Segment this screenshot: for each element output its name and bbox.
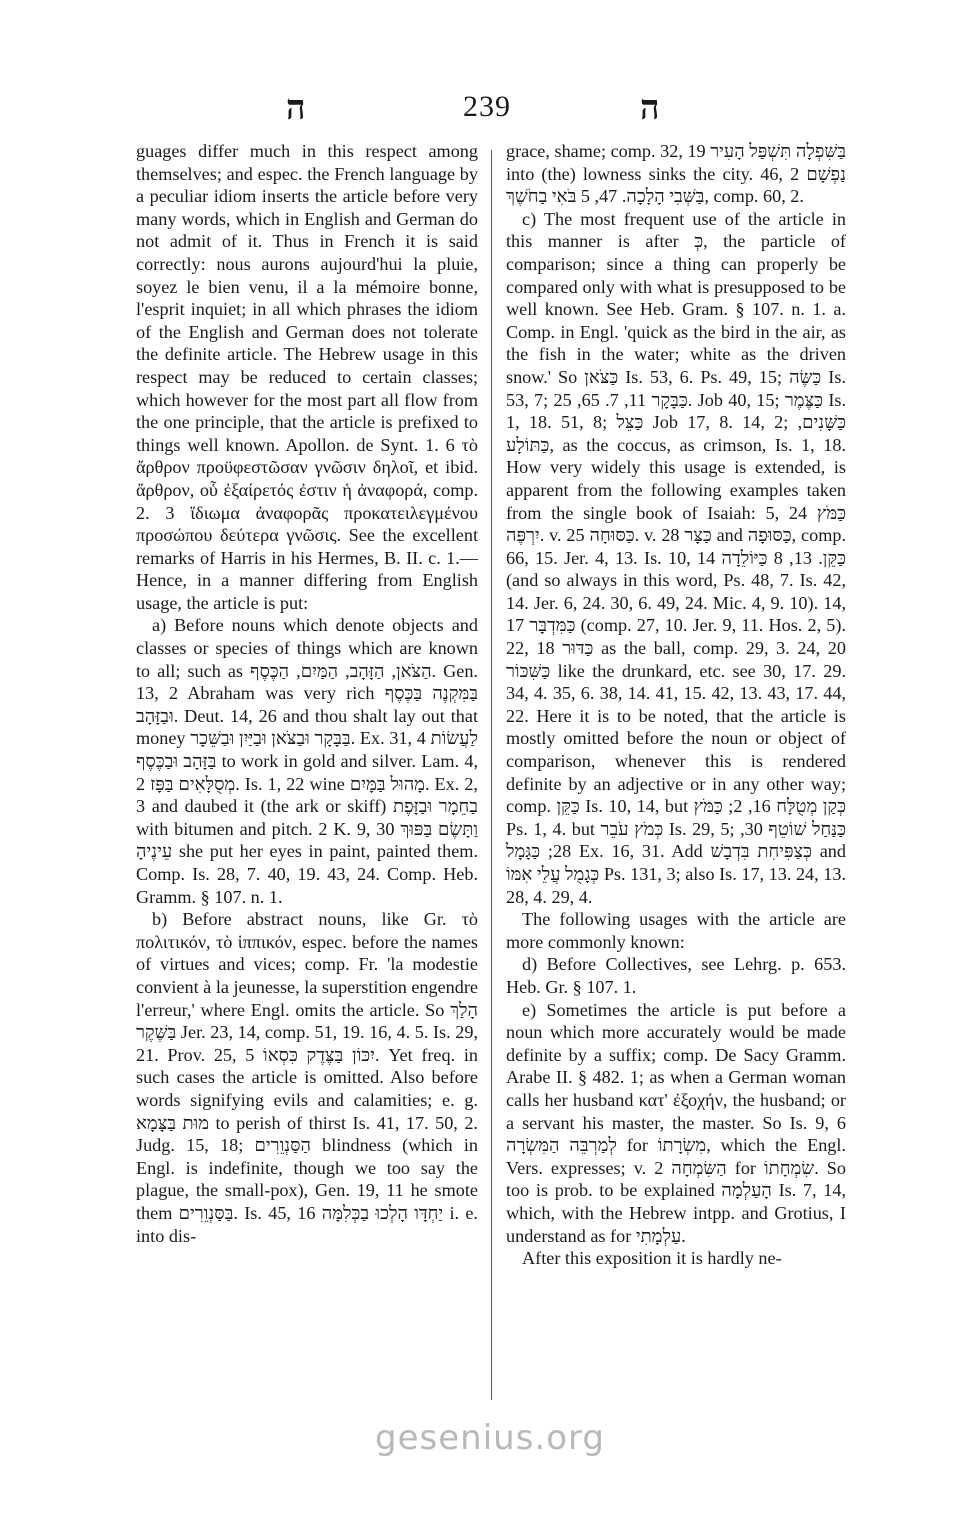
- paragraph: c) The most frequent use of the article in this manner is after כְּ, the particle of comparison; since a thing can properly be compared only with what is presupposed to be well known. See Heb. Gram. § 107. n. 1. a. Comp. in Engl. 'quick as the bird in the air, as the fish in the water; white as the driven snow.' So כַּצֹּאן Is. 53, 6. Ps. 49, 15; כַּשֶּׂה Is. 53, 7; כַּבָּקָר 11, 7. 65, 25. Job 40, 15; כַּצֶּמֶר Is. 1, 18. 51, 8; כַּצֵּל Job 17, 8. 14, 2; כַּשָּׁנִים, כַּתּוֹלָע, as the coccus, as crimson, Is. 1, 18. How very widely this usage is extended, is apparent from the following examples taken from the single book of Isaiah: 5, 24 כַּמֹּץ יִרְפֶּה. v. 25 כַּסּוּחָה. v. 28 כַּצָּר and כַּסּוּפָה, comp. 66, 15. Jer. 4, 13. Is. 10, 14 כַּקֵּן. 13, 8 כַּיּוֹלֵדָה (and so always in this word, Ps. 48, 7. Is. 42, 14. Jer. 6, 24. 30, 6. 49, 24. Mic. 4, 9. 10). 14, 17 כַּמִּדְבָּר (comp. 27, 10. Jer. 9, 11. Hos. 2, 5). 22, 18 כַּדּוּר as the ball, comp. 29, 3. 24, 20 כַּשִּׁכּוֹר like the drunkard, etc. see 30, 17. 29. 34, 4. 35, 6. 38, 14. 41, 15. 42, 13. 43, 17. 44, 22. Here it is to be noted, that the article is mostly omitted before the noun or object of comparison, whenever this is rendered definite by an adjective or in any other way; comp. כַּקֵּן Is. 10, 14, but כְּקַן מְטֻלָּח 16, 2; כַּמֹּץ Ps. 1, 4. but כְּמֹץ עֹבֵר Is. 29, 5; כַּנַּחַל שׁוֹטֵף 30, 28; כַּגָּמָל Ex. 16, 31. Add כְּצַפִּיחִת בִּדְבָשׁ and כְּגָמֻל עֲלֵי אִמּוֹ Ps. 131, 3; also Is. 17, 13. 24, 13. 28, 4. 29, 4.: [506, 208, 847, 907]
- paragraph: After this exposition it is hardly ne-: [522, 1248, 782, 1269]
- left-column: [136, 140, 478, 1247]
- paragraph: a) Before nouns which denote objects and classes or species of things which are known to all; such as הַצֹּאן, הַזָּהָב, הַמַּיִם, הַכֶּסֶף. Gen. 13, 2 Abraham was very rich בַּמִּקְנֶה בַּכֶּסֶף וּבַזָּהָב. Deut. 14, 26 and thou shalt lay out that money בַּבָּקָר וּבַצֹּאן וּבַיַּיִן וּבַשֵּׁכָר. Ex. 31, 4 לַעֲשׂוֹת בַּזָּהָב וּבַכֶּסֶף to work in gold and silver. Lam. 4, 2 מְסֻלָּאִים בַּפָּז. Is. 1, 22 wine מָהוּל בַּמָּיִם. Ex. 2, 3 and daubed it (the ark or skiff) בַחֵמָר וּבַזָּפֶת with bitumen and pitch. 2 K. 9, 30 וַתָּשֶׂם בַּפּוּךְ עֵינֶיהָ she put her eyes in paint, painted them. Comp. Is. 28, 7. 40, 19. 43, 24. Comp. Heb. Gramm. § 107. n. 1.: [136, 615, 479, 907]
- paragraph: grace, shame; comp. 32, 19 בַּשִּׁפְלָה תִּשְׁפַּל הָעִיר into (the) lowness sinks the city. 46, 2 נַפְשָׁם בַּשְּׁבִי הָלָכָה. 47, 5 בֹּאִי בַחֹשֶׁךְ, comp. 60, 2.: [506, 141, 847, 207]
- paragraph: d) Before Collectives, see Lehrg. p. 653. Heb. Gr. § 107. 1.: [506, 954, 846, 997]
- page-number: 239: [463, 90, 511, 123]
- paragraph: guages differ much in this respect among themselves; and espec. the French language by a peculiar idiom inserts the article before very many words, which in English and German do not admit of it. Thus in French it is said correctly: nous aurons aujourd'hui la pluie, soyez le bien venu, il a la mémoire bonne, l'esprit inquiet; in all which phrases the idiom of the English and German does not tolerate the definite article. The Hebrew usage in this respect may be reduced to certain classes; which however for the most part all flow from the one principle, that the article is prefixed to things well known. Apollon. de Synt. 1. 6 τὸ ἄρθρον προϋφεστῶσαν γνῶσιν δηλοῖ, et ibid. ἄρθρον, οὗ ἐξαίρετός ἐστιν ἡ ἀναφορά, comp. 2. 3 ἴδιωμα ἀναφορᾶς προκατειλεγμένου προσώπου δεύτερα γνῶσις. See the excellent remarks of Harris in his Hermes, B. II. c. 1.—Hence, in a manner differing from English usage, the article is put:: [136, 141, 478, 613]
- paragraph: The following usages with the article are more commonly known:: [506, 909, 846, 952]
- header-letter-left: ה: [286, 88, 306, 128]
- page-header: [0, 88, 980, 138]
- paragraph: b) Before abstract nouns, like Gr. τὸ πολιτικόν, τὸ ἱππικόν, espec. before the names of virtues and vices; comp. Fr. 'la modestie convient à la jeunesse, la superstition engendre l'erreur,' where Engl. omits the article. So הָלַךְ בַּשֶּׁקֶר Jer. 23, 14, comp. 51, 19. 16, 4. 5. Is. 29, 21. Prov. 25, 5 יִכּוֹן בַּצֶּדֶק כִּסְאוֹ. Yet freq. in such cases the article is omitted. Also before words signifying evils and calamities; e. g. מוּת בַּצָּמָא to perish of thirst Is. 41, 17. 50, 2. Judg. 15, 18; הַסַּנְוֵרִים blindness (which in Engl. is indefinite, though we too say the plague, the small-pox), Gen. 19, 11 he smote them בַּסַּנְוֵרִים. Is. 45, 16 יַחְדָּו הָלְכוּ בַכְּלִמָּה i. e. into dis-: [136, 909, 478, 1246]
- site-watermark: gesenius.org: [375, 1418, 605, 1458]
- paragraph: e) Sometimes the article is put before a noun which more accurately would be made definite by a suffix; comp. De Sacy Gramm. Arabe II. § 482. 1; as when a German woman calls her husband κατ' ἐξοχήν, the husband; or a servant his master, the master. So Is. 9, 6 לְמַרְבֵּה הַמִּשְׂרָה for מִשְׂרָתוֹ, which the Engl. Vers. expresses; v. 2 הַשִּׂמְחָה for שִׂמְחָתוֹ. So too is prob. to be explained הָעַלְמָה Is. 7, 14, which, with the Hebrew intpp. and Grotius, I understand as for עַלְמָתִי.: [506, 999, 846, 1246]
- header-letter-right: ה: [640, 88, 660, 128]
- right-column: [506, 140, 846, 1270]
- column-divider: [491, 150, 492, 1400]
